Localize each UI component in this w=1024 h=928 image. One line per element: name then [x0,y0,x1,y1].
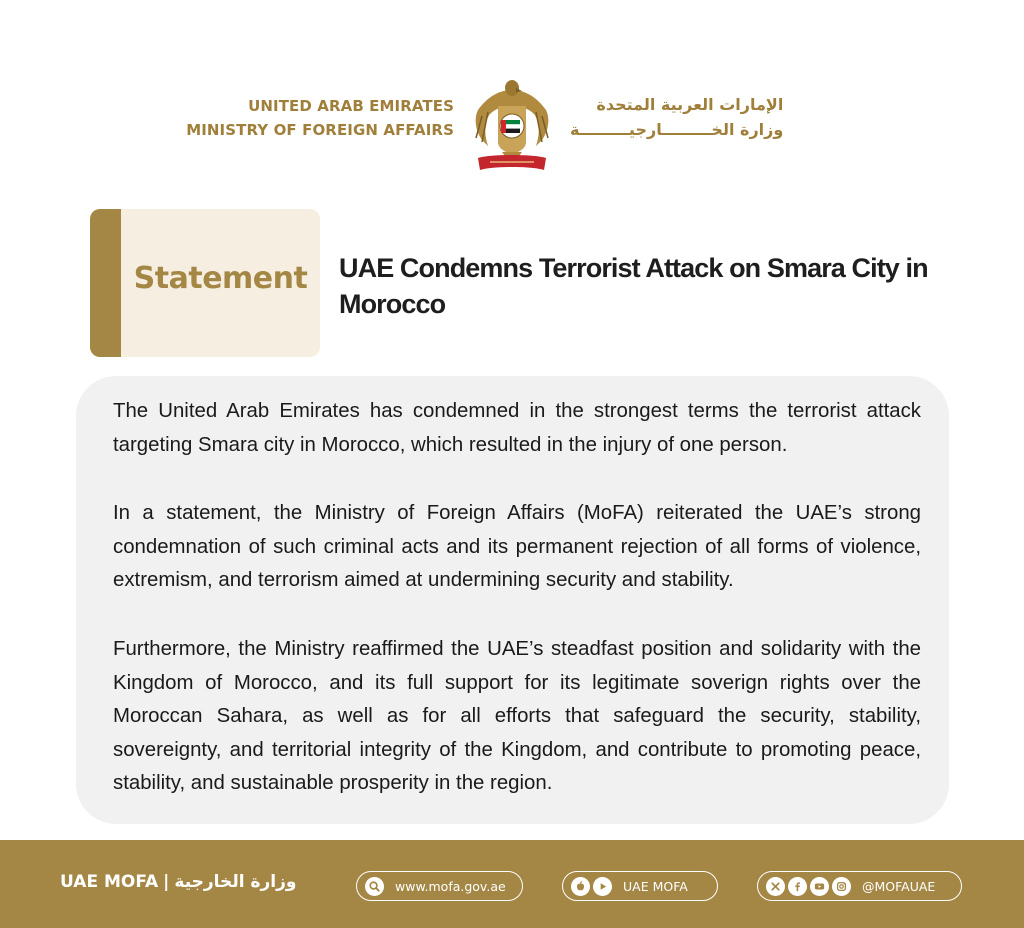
uae-falcon-emblem-icon [470,76,554,174]
instagram-icon[interactable] [832,877,851,896]
brand-name-ar: وزارة الخارجية [174,872,297,892]
body-paragraph-1: The United Arab Emirates has condemned in the strongest terms the terrorist attack targeting Smara city in Morocco, which resulted in the injury of one person. [113,400,921,456]
country-name-ar: الإمارات العربية المتحدة [596,95,784,114]
social-media-links[interactable] [757,871,962,901]
statement-label: Statement [133,261,308,296]
youtube-icon[interactable] [810,877,829,896]
press-release-headline: UAE Condemns Terrorist Attack on Smara City in Morocco [339,253,928,319]
app-download-link[interactable] [562,871,718,901]
footer-bar [0,840,1024,928]
ministry-name-english [186,94,454,142]
body-paragraph-2: In a statement, the Ministry of Foreign Affairs (MoFA) reiterated the UAE’s strong condemnation of such criminal acts and its permanent rejection of all forms of violence, extremism, and terrorism aimed at undermining security and stability. [113,502,921,591]
social-handle: @MOFAUAE [862,878,936,894]
apple-icon [571,877,590,896]
search-icon [365,877,384,896]
ministry-name-arabic [570,92,783,142]
play-icon [593,877,612,896]
ministry-name-ar: وزارة الخـــــــــارجيـــــــــة [570,120,784,139]
website-link[interactable] [356,871,523,901]
x-icon[interactable] [766,877,785,896]
statement-badge [90,209,320,357]
brand-name-en: UAE MOFA [60,872,159,892]
statement-badge-accent-bar [90,209,121,357]
brand-separator: | [163,872,170,892]
footer-brand [60,872,296,892]
website-url: www.mofa.gov.ae [395,878,506,894]
app-label: UAE MOFA [623,878,688,894]
country-name-en: UNITED ARAB EMIRATES [248,97,454,115]
body-paragraph-3: Furthermore, the Ministry reaffirmed the UAE’s steadfast position and solidarity with the Kingdom of Morocco, and its full support for its legitimate soverign rights over the Moroccan Sahara, as well as for all efforts that safeguard the security, stability, sovereignty, and territorial integrity of the Kingdom, and contribute to promoting peace, stability, and sustainable prosperity in the region. [113,638,921,794]
letterhead [0,76,1024,176]
facebook-icon[interactable] [788,877,807,896]
ministry-name-en: MINISTRY OF FOREIGN AFFAIRS [186,121,454,139]
